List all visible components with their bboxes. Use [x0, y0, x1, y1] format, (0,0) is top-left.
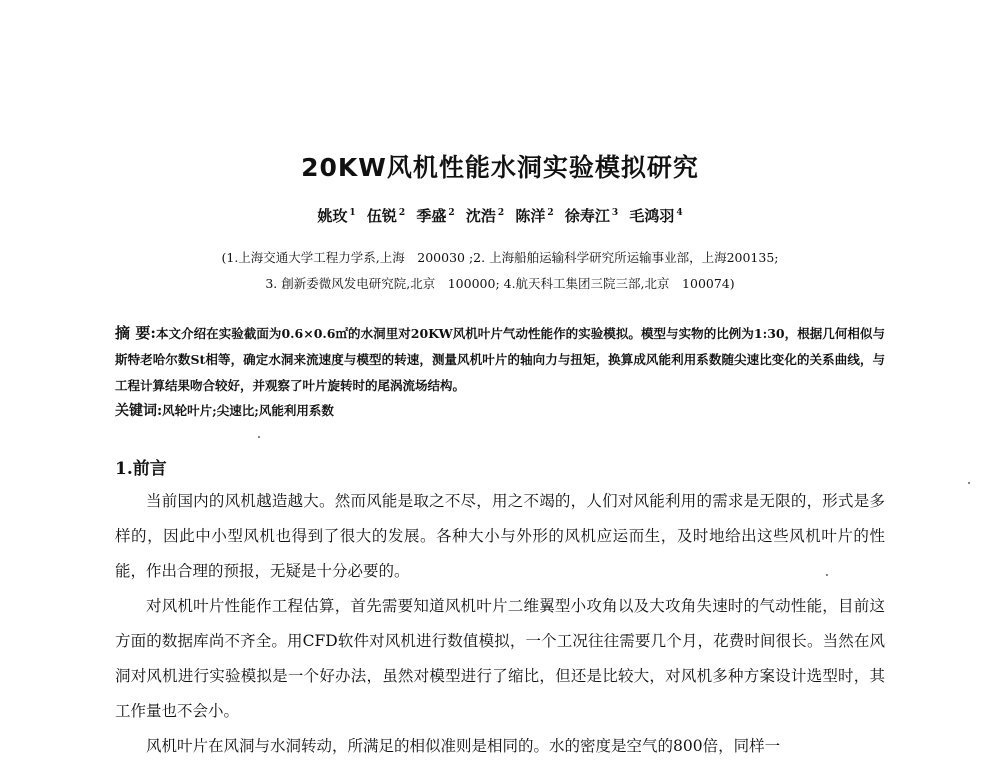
paragraph: 风机叶片在风洞与水洞转动，所满足的相似准则是相同的。水的密度是空气的800倍，同样一 [146, 737, 781, 755]
section-heading: 1.前言 [115, 459, 167, 479]
author [629, 207, 682, 225]
author-affiliation-mark: 2 [398, 208, 406, 218]
author-name: 毛鸿羽 [629, 207, 675, 225]
paper-title: 20KW风机性能水洞实验模拟研究 [301, 153, 699, 182]
scan-speck [968, 482, 970, 484]
abstract-label: 摘 要: [115, 324, 156, 342]
paragraph: 对风机叶片性能作工程估算，首先需要知道风机叶片二维翼型小攻角以及大攻角失速时的气动性能，目前这方面的数据库尚不齐全。用CFD软件对风机进行数值模拟，一个工况往往需要几个月，花费时间很长。当然在风洞对风机进行实验模拟是一个好办法，虽然对模型进行了缩比，但还是比较大，对风机多种方案设计选型时，其工作量也不会小。 [115, 597, 885, 720]
author-list [0, 205, 1000, 226]
affiliation-line-1: (1.上海交通大学工程力学系,上海 200030 ;2. 上海船舶运输科学研究所运输事业部，上海200135; [221, 250, 779, 265]
author-affiliation-mark: 1 [349, 208, 356, 218]
author [317, 207, 355, 225]
author [565, 207, 618, 225]
author-affiliation-mark: 3 [611, 208, 619, 218]
abstract [115, 320, 885, 399]
keywords [115, 400, 885, 420]
author-affiliation-mark: 2 [448, 208, 455, 218]
author-name: 沈浩 [465, 207, 496, 225]
author-affiliation-mark: 2 [547, 208, 554, 218]
author-name: 姚玫 [317, 207, 348, 225]
keywords-text: 风轮叶片;尖速比;风能利用系数 [162, 403, 334, 418]
affiliation-line-2: 3. 創新委微风发电研究院,北京 100000; 4.航天科工集团三院三部,北京 100074) [265, 276, 735, 291]
author [466, 207, 504, 225]
section-body [115, 484, 885, 764]
abstract-text: 本文介绍在实验截面为0.6×0.6㎡的水洞里对20KW风机叶片气动性能作的实验模拟。模型与实物的比例为1:30，根据几何相似与斯特老哈尔数St相等，确定水洞来流速度与模型的转速，测量风机叶片的轴向力与扭矩，换算成风能利用系数随尖速比变化的关系曲线，与工程计算结果吻合较好，并观察了叶片旋转时的尾涡流场结构。 [115, 326, 886, 393]
scan-speck [258, 436, 260, 438]
author-name: 伍锐 [366, 207, 397, 225]
author-affiliation-mark: 2 [497, 208, 505, 218]
author-name: 徐寿江 [564, 207, 610, 225]
keywords-label: 关键词: [115, 403, 163, 419]
author-affiliation-mark: 4 [676, 208, 683, 218]
author [367, 207, 405, 225]
paragraph: 当前国内的风机越造越大。然而风能是取之不尽，用之不竭的，人们对风能利用的需求是无限的，形式是多样的，因此中小型风机也得到了很大的发展。各种大小与外形的风机应运而生，及时地给出这些风机叶片的性能，作出合理的预报，无疑是十分必要的。 [115, 492, 885, 580]
author-name: 陈洋 [515, 207, 546, 225]
author [416, 207, 454, 225]
author [515, 207, 553, 225]
scan-speck [826, 574, 828, 576]
author-name: 季盛 [416, 207, 447, 225]
